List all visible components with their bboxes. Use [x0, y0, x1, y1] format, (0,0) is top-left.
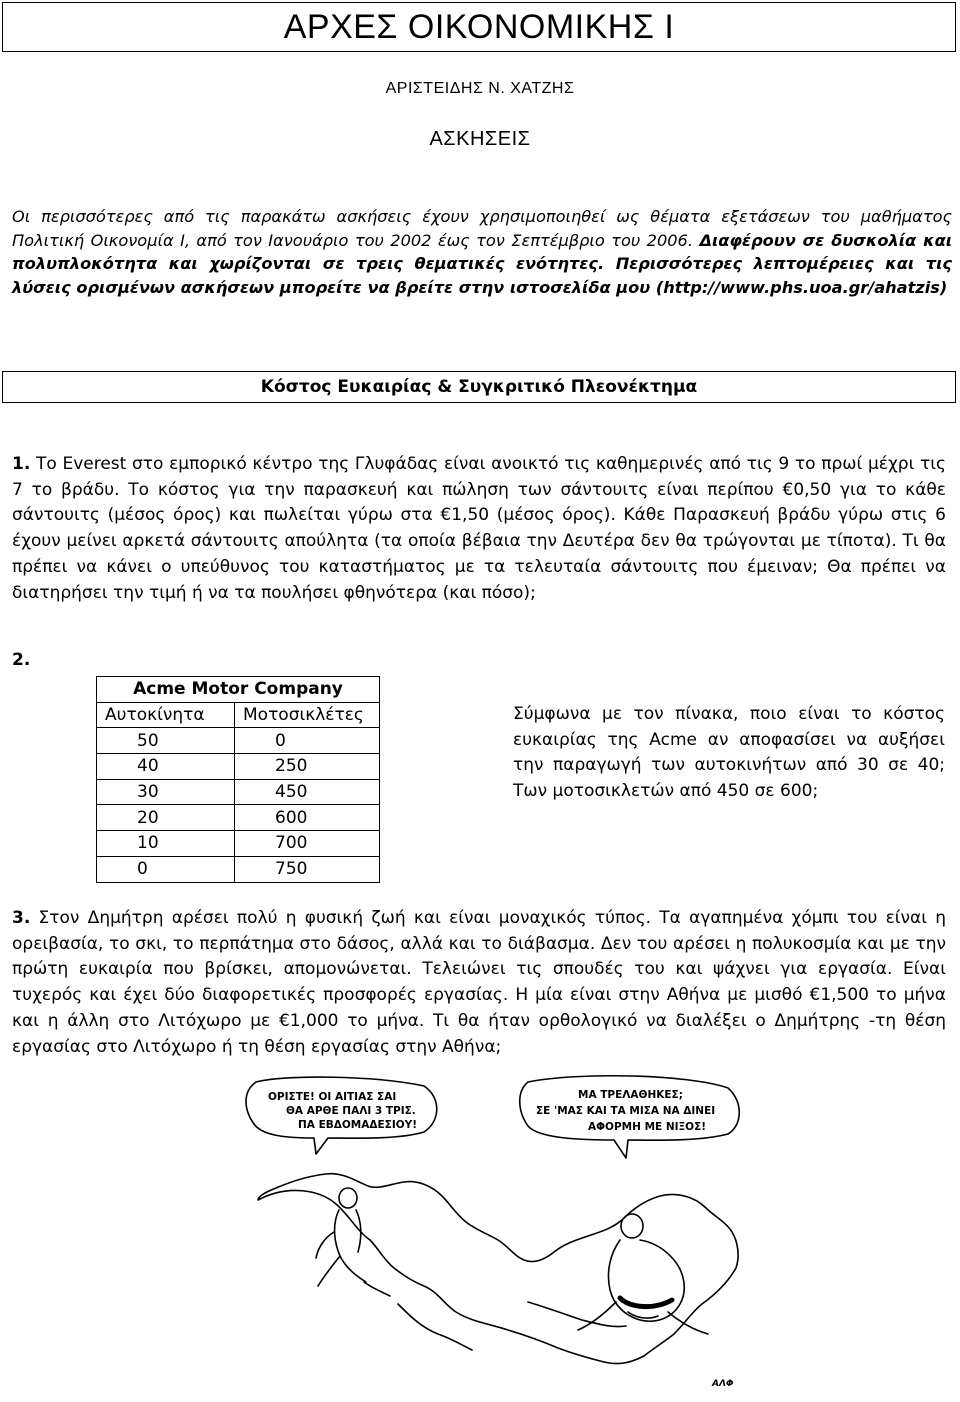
topic-heading: Κόστος Ευκαιρίας & Συγκριτικό Πλεονέκτημα	[2, 371, 956, 403]
table-row	[97, 728, 380, 754]
table-cell: 450	[235, 779, 380, 805]
table-row	[97, 805, 380, 831]
exercise-2-question: Σύμφωνα με τον πίνακα, ποιο είναι το κόστος ευκαιρίας της Acme αν αποφασίσει να αυξήσει την παραγωγή των αυτοκινήτων από 30 σε 40; Των μοτοσικλετών από 450 σε 600;	[513, 704, 945, 802]
right-figure-shorts	[620, 1298, 672, 1307]
table-header-motorcycles: Μοτοσικλέτες	[235, 702, 380, 728]
left-bubble-line: ΟΡΙΣΤΕ! ΟΙ ΑΙΤΙΑΣ ΣΑΙ	[268, 1091, 397, 1103]
cartoon-illustration	[228, 1072, 752, 1398]
exercise-3-number: 3.	[12, 908, 31, 928]
table-cell: 20	[97, 805, 235, 831]
exercise-1-number: 1.	[12, 454, 31, 474]
table-caption: Acme Motor Company	[97, 677, 380, 703]
right-figure-head	[621, 1214, 643, 1238]
table-cell: 250	[235, 754, 380, 780]
acme-table	[96, 676, 380, 883]
exercise-3-text-2: Τα αγαπημένα χόμπι του είναι η ορειβασία, το σκι, το περπάτημα στο δάσος, αλλά και το διάβασμα.	[12, 908, 947, 954]
table-cell: 700	[235, 831, 380, 857]
left-figure-head	[339, 1188, 357, 1208]
exercise-1-text-4: Τι θα πρέπει να κάνει ο υπεύθυνος του καταστήματος με τα τελευταία σάντουιτς που έμειναν; Θα πρέπει να διατηρήσει την τιμή ή να τα πουλήσει φθηνότερα (και πόσο);	[12, 531, 947, 603]
cartoon-signature: ΑΛΦ	[712, 1379, 734, 1389]
intro-paragraph	[12, 205, 952, 299]
table-row	[97, 754, 380, 780]
left-bubble-line: ΘΑ ΑΡΘΕ ΠΑΛΙ 3 ΤΡΙΣ.	[286, 1105, 416, 1117]
table-cell: 40	[97, 754, 235, 780]
table-cell: 30	[97, 779, 235, 805]
table-cell: 0	[97, 856, 235, 882]
right-bubble-line: ΜΑ ΤΡΕΛΑΘΗΚΕΣ;	[578, 1089, 683, 1101]
exercise-1-text-3: Κάθε Παρασκευή βράδυ γύρω στις 6 έχουν μείνει αρκετά σάντουιτς απούλητα (τα οποία βέβαια την Δευτέρα δεν θα τρώγονται με τίποτα).	[12, 505, 947, 552]
right-figure-body	[578, 1240, 708, 1334]
left-bubble-line: ΠΑ ΕΒΔΟΜΑΔΕΣΙΟΥ!	[298, 1119, 418, 1131]
exercise-1-text-2: Το κόστος για την παρασκευή και πώληση των σάντουιτς είναι περίπου €0,50 για το κάθε σάντουιτς (μέσος όρος) και πωλείται γύρω στα €1,50 (μέσος όρος).	[12, 479, 946, 526]
exercise-3-text-4: Τελειώνει τις σπουδές του και ψάχνει για εργασία. Είναι τυχερός και έχει δύο διαφορετικές προσφορές εργασίας.	[12, 959, 946, 1006]
exercise-1	[12, 452, 946, 606]
intro-text-1: Οι περισσότερες από τις παρακάτω ασκήσεις έχουν χρησιμοποιηθεί ως θέματα εξετάσεων του μαθήματος Πολιτική Οικονομία Ι, από τον Ιανουάριο του 2002 έως τον Σεπτέμβριο του 2006.	[12, 207, 952, 250]
exercise-2-number: 2.	[12, 650, 31, 670]
island-shore-detail	[398, 1302, 626, 1350]
author-name: ΑΡΙΣΤΕΙΔΗΣ Ν. ΧΑΤΖΗΣ	[385, 80, 575, 97]
right-bubble-line: ΑΦΟΡΜΗ ΜΕ ΝΙΞΟΣ!	[588, 1121, 707, 1133]
table-row	[97, 831, 380, 857]
table-row	[97, 856, 380, 882]
table-cell: 750	[235, 856, 380, 882]
table-cell: 600	[235, 805, 380, 831]
page-title: ΑΡΧΕΣ ΟΙΚΟΝΟΜΙΚΗΣ Ι	[283, 7, 675, 46]
exercise-3-text-5: Η μία είναι στην Αθήνα με μισθό €1,500 το μήνα και η άλλη στο Λιτόχωρο με €1,000 το μήνα. Τι θα ήταν ορθολογικό να διαλέξει ο Δημήτρης -τη θέση εργασίας στο Λιτόχωρο ή τη θέση εργασίας στην Αθήνα;	[12, 985, 947, 1057]
exercise-3-text-3: Δεν του αρέσει η πολυκοσμία και με την πρώτη ευκαιρία που βρίσκει, απομονώνεται.	[12, 933, 946, 980]
intro-text-2: Διαφέρουν σε δυσκολία και πολυπλοκότητα και χωρίζονται σε τρεις θεματικές ενότητες. Περισσότερες λεπτομέρειες και τις λύσεις ορισμένων ασκήσεων μπορείτε να βρείτε στην ιστοσελίδα μου (http://www.phs.uoa.gr/ahatzis)	[12, 230, 952, 297]
exercise-3-text-1: Στον Δημήτρη αρέσει πολύ η φυσική ζωή και είναι μοναχικός τύπος.	[30, 908, 660, 928]
exercise-1-text-1: Το Everest στο εμπορικό κέντρο της Γλυφάδας είναι ανοικτό τις καθημερινές από τις 9 το πρωί μέχρι τις 7 το βράδυ.	[12, 454, 946, 500]
title-box	[2, 2, 956, 52]
table-cell: 50	[97, 728, 235, 754]
table-cell: 10	[97, 831, 235, 857]
section-heading: ΑΣΚΗΣΕΙΣ	[429, 128, 531, 150]
right-bubble-line: ΣΕ 'ΜΑΣ ΚΑΙ ΤΑ ΜΙΣΑ ΝΑ ΔΙΝΕΙ	[536, 1105, 716, 1117]
table-row	[97, 779, 380, 805]
exercise-3	[12, 906, 946, 1060]
table-cell: 0	[235, 728, 380, 754]
table-header-cars: Αυτοκίνητα	[97, 702, 235, 728]
